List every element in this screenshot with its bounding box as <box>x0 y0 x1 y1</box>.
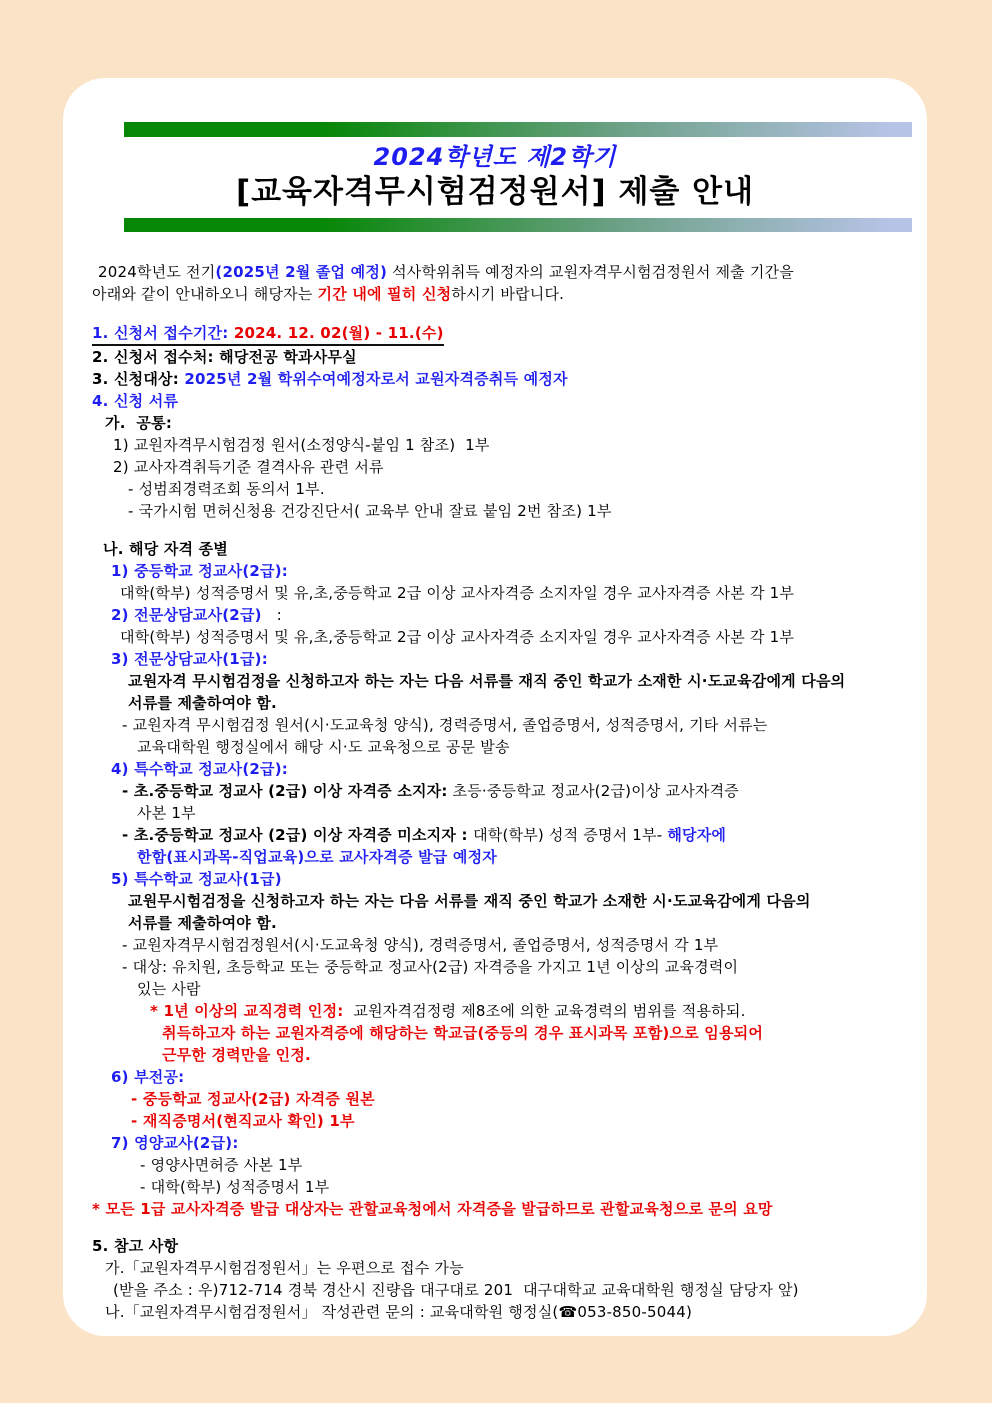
text-segment: - 대상: 유치원, 초등학교 또는 중등학교 정교사(2급) 자격증을 가지고 1년 이상의 교육경력이 <box>122 958 739 976</box>
line-reference-a <box>92 1257 907 1279</box>
line-cat-4d <box>92 846 907 868</box>
line-application-period <box>92 322 444 346</box>
text-segment: 교육대학원 행정실에서 해당 시·도 교육청으로 공문 발송 <box>137 738 510 756</box>
text-segment: 기간 내에 필히 신청 <box>317 285 452 303</box>
line-grade1-note <box>92 1198 907 1220</box>
text-segment: 사본 1부 <box>137 804 196 822</box>
line-common-header <box>92 412 907 434</box>
text-segment: 나.「교원자격무시험검정원서」 작성관련 문의 : 교육대학원 행정실(☎053-850-5044) <box>105 1303 693 1321</box>
line-career-note-2 <box>92 1022 907 1044</box>
text-segment: 2024. 12. 02(월) - 11.(수) <box>233 324 444 342</box>
text-segment: 2. 신청서 접수처: 해당전공 학과사무실 <box>92 348 357 366</box>
line-cat-6b <box>92 1110 907 1132</box>
text-segment: * 모든 1급 교사자격증 발급 대상자는 관할교육청에서 자격증을 발급하므로 관할교육청으로 문의 요망 <box>92 1200 773 1218</box>
text-segment: 석사학위취득 예정자의 교원자격무시험검정원서 제출 기간을 <box>387 263 794 281</box>
text-segment: 가.「교원자격무시험검정원서」는 우편으로 접수 가능 <box>105 1259 464 1277</box>
text-segment: - 중등학교 정교사(2급) 자격증 원본 <box>131 1090 375 1108</box>
text-segment: - 성범죄경력조회 동의서 1부. <box>128 480 325 498</box>
line-cat-4 <box>92 758 907 780</box>
line-cat-5e <box>92 978 907 1000</box>
text-segment: 6) 부전공: <box>111 1068 185 1086</box>
text-segment: 1) 교원자격무시험검정 원서(소정양식-붙임 1 참조) 1부 <box>113 436 490 454</box>
line-common-2a <box>92 478 907 500</box>
text-segment: 한함(표시과목-직업교육)으로 교사자격증 발급 예정자 <box>137 848 497 866</box>
document-body <box>63 261 927 1323</box>
header-gradient-bar-bottom <box>124 218 912 232</box>
line-cat-3b <box>92 692 907 714</box>
line-cat-2 <box>92 604 907 626</box>
line-cat-3 <box>92 648 907 670</box>
text-segment: 대학(학부) 성적증명서 및 유,초,중등학교 2급 이상 교사자격증 소지자일 경우 교사자격증 사본 각 1부 <box>120 628 795 646</box>
line-cat-4a <box>92 780 907 802</box>
line-category-header <box>92 538 907 560</box>
line-cat-4c <box>92 824 907 846</box>
text-segment: 4) 특수학교 정교사(2급): <box>111 760 289 778</box>
text-segment: 2024학년도 전기 <box>98 263 216 281</box>
text-segment: 교원무시험검정을 신청하고자 하는 자는 다음 서류를 재직 중인 학교가 소재한 시·도교육감에게 다음의 <box>128 892 811 910</box>
line-cat-1 <box>92 560 907 582</box>
text-segment: 근무한 경력만을 인정. <box>162 1046 311 1064</box>
text-segment: - 국가시험 면허신청용 건강진단서( 교육부 안내 잘료 붙임 2번 참조) 1부 <box>128 502 612 520</box>
text-segment: 아래와 같이 안내하오니 해당자는 <box>92 285 318 303</box>
line-application-place <box>92 346 907 368</box>
line-cat-5c <box>92 934 907 956</box>
document-title: [교육자격무시험검정원서] 제출 안내 <box>235 174 755 210</box>
line-cat-5 <box>92 868 907 890</box>
line-cat-4b <box>92 802 907 824</box>
line-cat-3d <box>92 736 907 758</box>
intro-line-2 <box>92 283 907 305</box>
text-segment: 해당자에 <box>667 826 727 844</box>
line-cat-2a <box>92 626 907 648</box>
text-segment: 교원자격검정령 제8조에 의한 교육경력의 범위를 적용하되. <box>343 1002 746 1020</box>
document-card <box>63 78 927 1336</box>
line-career-note-1 <box>92 1000 907 1022</box>
line-cat-1a <box>92 582 907 604</box>
text-segment: - 대학(학부) 성적증명서 1부 <box>140 1178 330 1196</box>
text-segment: - 교원자격무시험검정원서(시·도교육청 양식), 경력증명서, 졸업증명서, 성적증명서 각 1부 <box>122 936 719 954</box>
text-segment: 하시기 바랍니다. <box>451 285 565 303</box>
text-segment: - 재직증명서(현직교사 확인) 1부 <box>131 1112 355 1130</box>
text-segment: 5. 참고 사항 <box>92 1237 179 1255</box>
text-segment: - 교원자격 무시험검정 원서(시·도교육청 양식), 경력증명서, 졸업증명서, 성적증명서, 기타 서류는 <box>122 716 768 734</box>
text-segment: 3) 전문상담교사(1급): <box>111 650 268 668</box>
line-application-documents <box>92 390 907 412</box>
line-cat-6 <box>92 1066 907 1088</box>
text-segment: 서류를 제출하여야 함. <box>128 914 277 932</box>
text-segment: 2) 교사자격취득기준 결격사유 관련 서류 <box>113 458 384 476</box>
text-segment: : <box>261 606 282 624</box>
line-cat-7a <box>92 1154 907 1176</box>
document-subtitle: 2024학년도 제2학기 <box>373 143 617 171</box>
line-cat-5b <box>92 912 907 934</box>
line-career-note-3 <box>92 1044 907 1066</box>
text-segment: (받을 주소 : 우)712-714 경북 경산시 진량읍 대구대로 201 대구대학교 교육대학원 행정실 담당자 앞) <box>113 1281 799 1299</box>
text-segment: 3. 신청대상: <box>92 370 185 388</box>
line-cat-5a <box>92 890 907 912</box>
text-segment: 2) 전문상담교사(2급) <box>111 606 262 624</box>
intro-line-1 <box>92 261 907 283</box>
text-segment: - 초.중등학교 정교사 (2급) 이상 자격증 소지자: <box>122 782 448 800</box>
text-segment: 대학(학부) 성적 증명서 1부- <box>473 826 668 844</box>
line-common-2 <box>92 456 907 478</box>
text-segment: 초등·중등학교 정교사(2급)이상 교사자격증 <box>447 782 739 800</box>
line-reference-header <box>92 1235 907 1257</box>
line-cat-3a <box>92 670 907 692</box>
header-gradient-bar-top <box>124 122 912 137</box>
line-reference-a2 <box>92 1279 907 1301</box>
line-cat-7b <box>92 1176 907 1198</box>
text-segment: 서류를 제출하여야 함. <box>128 694 277 712</box>
line-cat-7 <box>92 1132 907 1154</box>
text-segment: 교원자격 무시험검정을 신청하고자 하는 자는 다음 서류를 재직 중인 학교가 소재한 시·도교육감에게 다음의 <box>128 672 846 690</box>
text-segment: 4. 신청 서류 <box>92 392 179 410</box>
text-segment: 있는 사람 <box>137 980 201 998</box>
text-segment: * 1년 이상의 교직경력 인정: <box>150 1002 344 1020</box>
line-common-1 <box>92 434 907 456</box>
line-reference-b <box>92 1301 907 1323</box>
line-common-2b <box>92 500 907 522</box>
text-segment: 취득하고자 하는 교원자격증에 해당하는 학교급(중등의 경우 표시과목 포함)으로 임용되어 <box>162 1024 764 1042</box>
text-segment: 2025년 2월 학위수여예정자로서 교원자격증취득 예정자 <box>184 370 568 388</box>
text-segment: 대학(학부) 성적증명서 및 유,초,중등학교 2급 이상 교사자격증 소지자일 경우 교사자격증 사본 각 1부 <box>120 584 795 602</box>
text-segment: 1. 신청서 접수기간: <box>92 324 234 342</box>
text-segment: 가. 공통: <box>105 414 173 432</box>
text-segment: (2025년 2월 졸업 예정) <box>215 263 388 281</box>
text-segment: 7) 영양교사(2급): <box>111 1134 239 1152</box>
line-cat-6a <box>92 1088 907 1110</box>
line-cat-3c <box>92 714 907 736</box>
line-application-target <box>92 368 907 390</box>
text-segment: 5) 특수학교 정교사(1급) <box>111 870 282 888</box>
line-cat-5d <box>92 956 907 978</box>
text-segment: 1) 중등학교 정교사(2급): <box>111 562 289 580</box>
text-segment: 나. 해당 자격 종별 <box>103 540 228 558</box>
text-segment: - 영양사면허증 사본 1부 <box>140 1156 303 1174</box>
text-segment: - 초.중등학교 정교사 (2급) 이상 자격증 미소지자 : <box>122 826 474 844</box>
